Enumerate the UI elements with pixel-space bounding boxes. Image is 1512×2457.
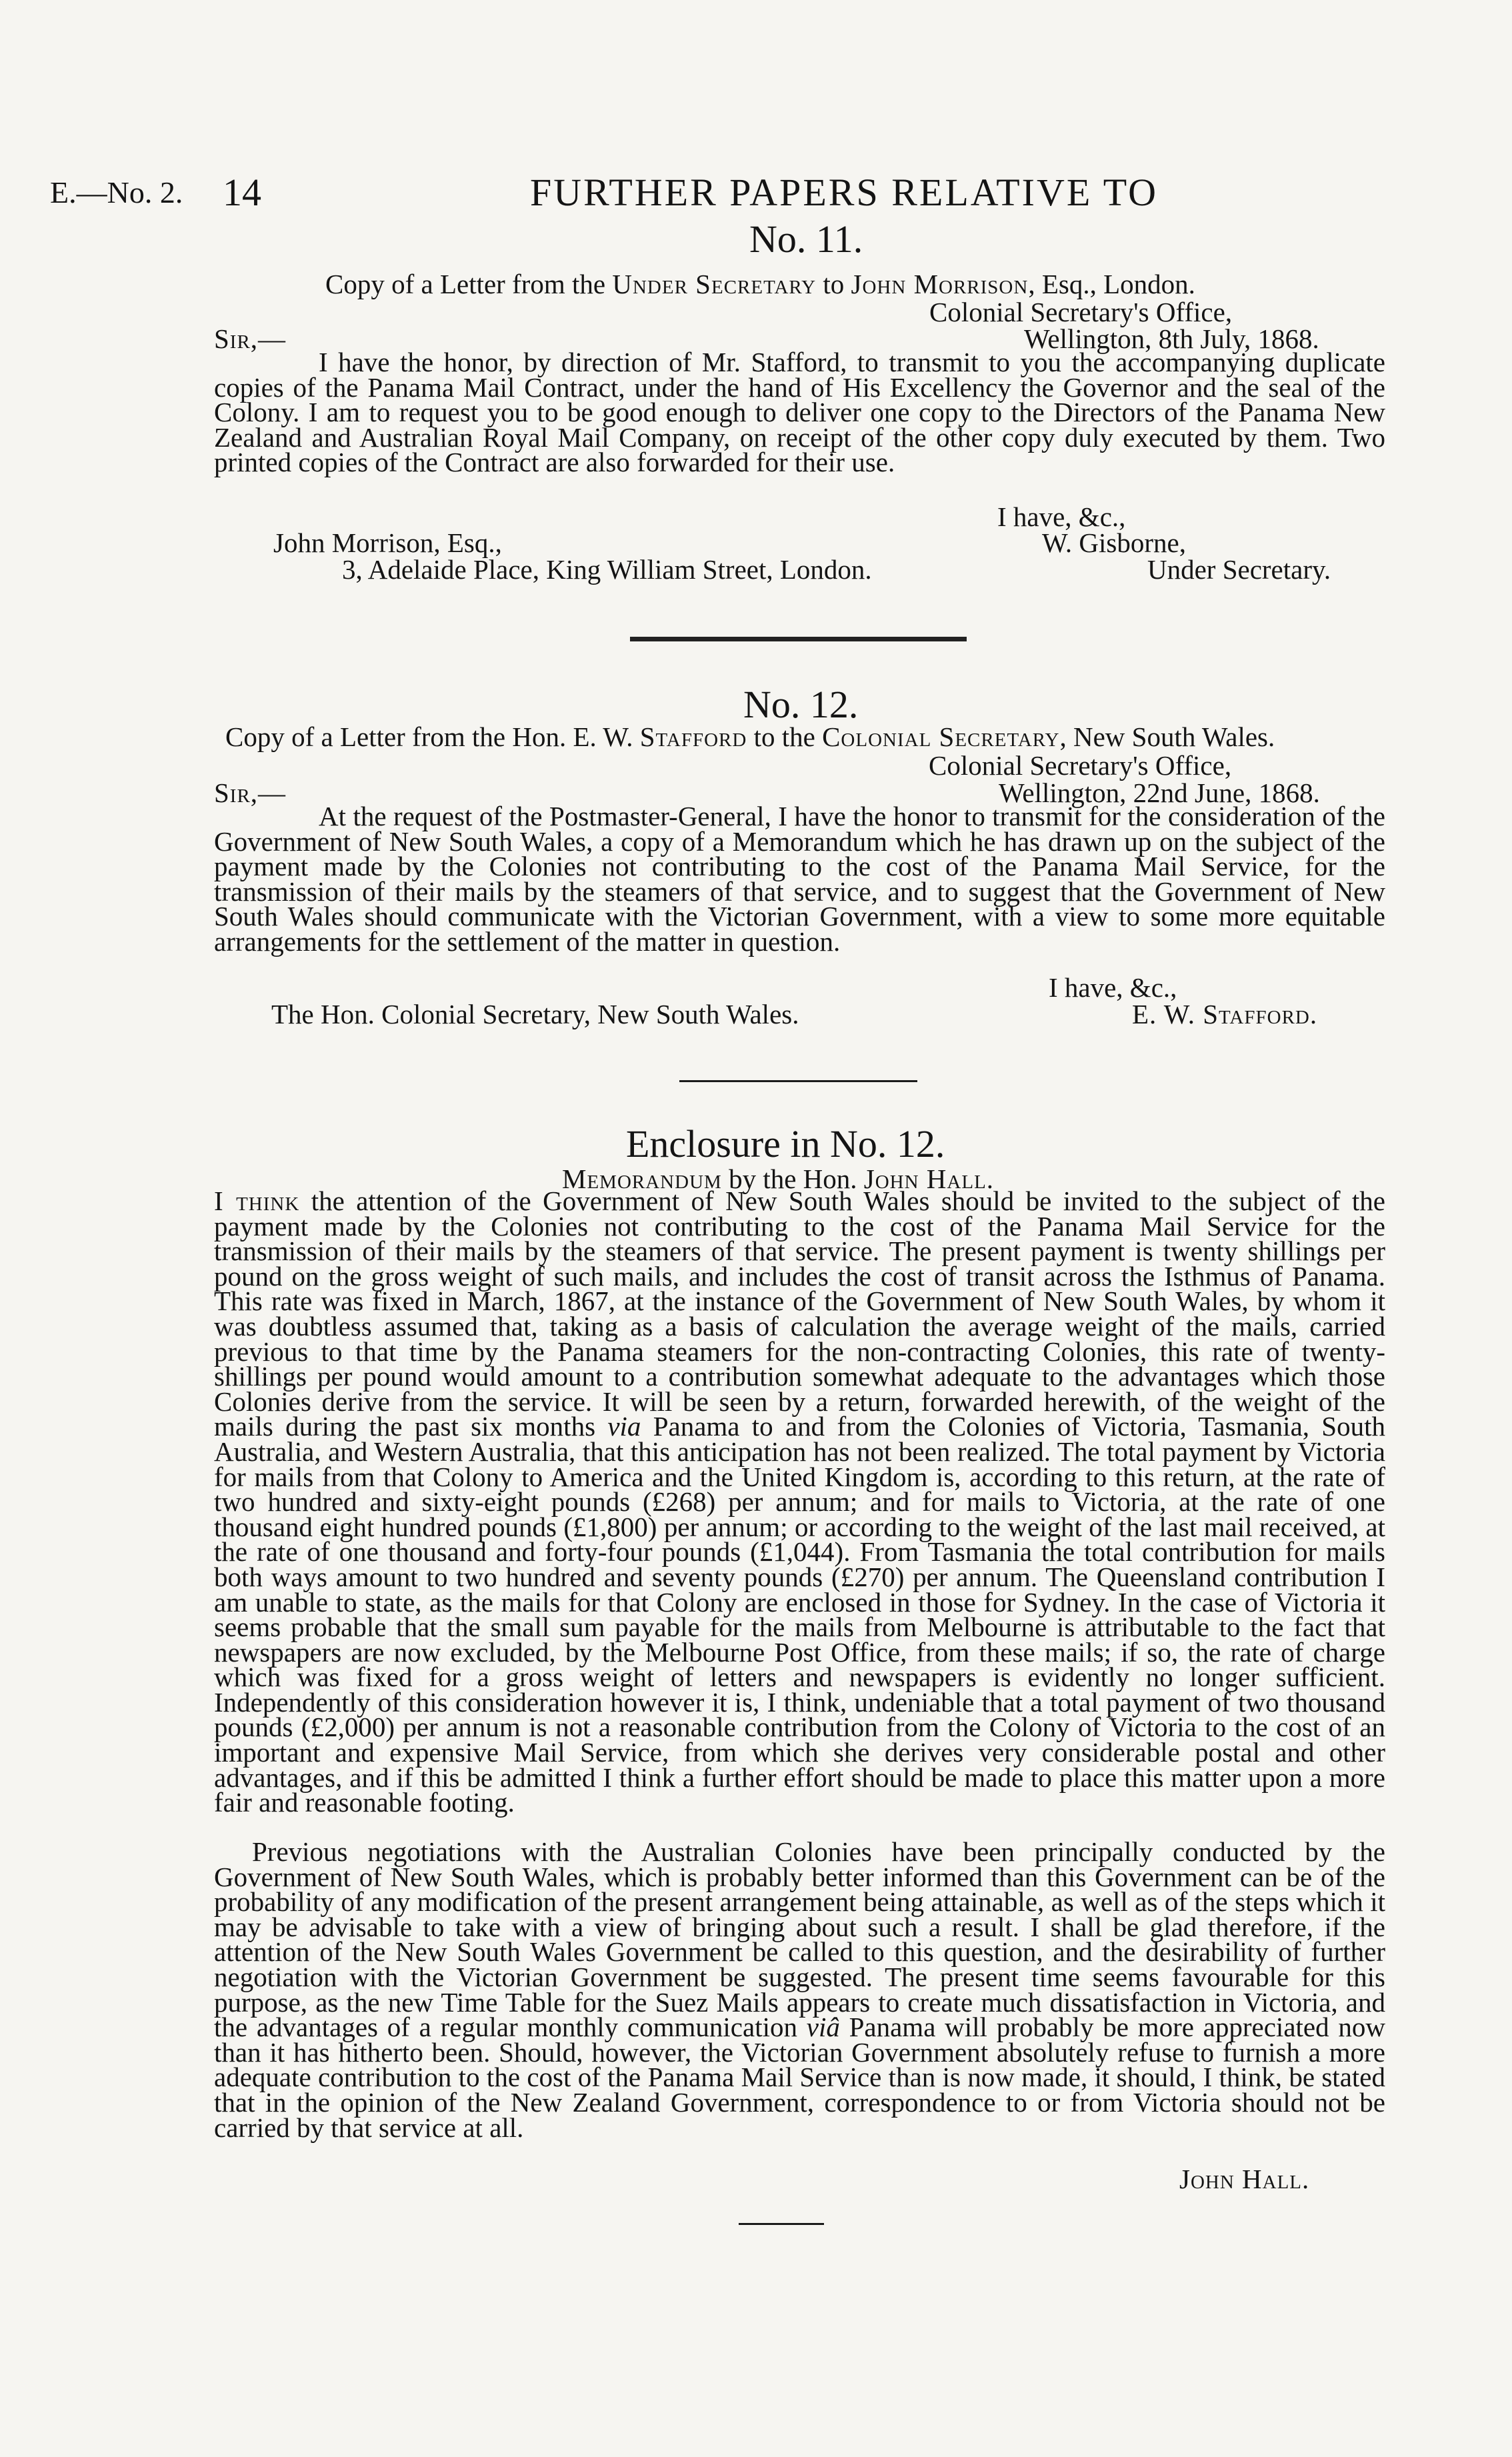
- letter-11-office: Colonial Secretary's Office,: [929, 297, 1233, 327]
- letter-12-closing: I have, &c.,: [1049, 972, 1177, 1003]
- section-divider: [679, 1080, 917, 1082]
- memorandum-signature: John Hall.: [1179, 2164, 1310, 2194]
- memorandum-paragraph-2: Previous negotiations with the Australian Colonies have been principally conducted by the Government of New South Wales, which is probably better informed than this Government can be of the probability of any modification of the present arrangement being attainable, as well as of the steps which it may be advisable to take with a view of bringing about such a result. I shall be glad therefore, if the attention of the New South Wales Government be called to this question, and the desirability of further negotiation with the Victorian Government be suggested. The present time seems favourable for this purpose, as the new Time Table for the Suez Mails appears to create much dissatisfaction in Victoria, and the advantages of a regular monthly communication viâ Panama will probably be more appreciated now than it has hitherto been. Should, however, the Victorian Government absolutely refuse to furnish a more adequate contribution to the cost of the Panama Mail Service than is now made, it should, I think, be stated that in the opinion of the New Zealand Government, correspondence to or from Victoria should not be carried by that service at all.: [214, 1836, 1385, 2143]
- letter-11-number: No. 11.: [749, 217, 863, 261]
- paper-reference: E.—No. 2.: [50, 175, 183, 209]
- page-number: 14: [223, 171, 261, 214]
- memorandum-heading: Memorandum by the Hon. John Hall.: [562, 1163, 994, 1194]
- letter-11-signature-title: Under Secretary.: [1147, 554, 1331, 585]
- letter-12-body: At the request of the Postmaster-General, I have the honor to transmit for the consideration of the Government of New South Wales, a copy of a Memorandum which he has drawn up on the subject of the payment made by the Colonies not contributing to the cost of the Panama Mail Service, for the transmission of their mails by the steamers of that service, and to suggest that the Government of New South Wales should communicate with the Victorian Government, with a view to some more equitable arrangements for the settlement of the matter in question.: [214, 801, 1385, 957]
- letter-11-address: 3, Adelaide Place, King William Street, London.: [342, 554, 872, 585]
- letter-12-number: No. 12.: [743, 683, 859, 726]
- letter-11-body: I have the honor, by direction of Mr. Stafford, to transmit to you the accompanying duplicate copies of the Panama Mail Contract, under the hand of His Excellency the Governor and the seal of the Colony. I am to request you to be good enough to deliver one copy to the Directors of the Panama New Zealand and Australian Royal Mail Company, on receipt of the other copy duly executed by them. Two printed copies of the Contract are also forwarded for their use.: [214, 347, 1385, 478]
- letter-12-salutation: Sir,—: [214, 777, 287, 808]
- section-divider: [630, 637, 967, 641]
- letter-12-addressee: The Hon. Colonial Secretary, New South Wales.: [271, 999, 799, 1029]
- letter-11-salutation: Sir,—: [214, 323, 287, 354]
- memorandum-paragraph-1: I think the attention of the Government of New South Wales should be invited to the subject of the payment made by the Colonies not contributing to the cost of the Panama Mail Service for the transmission of their mails by the steamers of that service. The present payment is twenty shillings per pound on the gross weight of such mails, and includes the cost of transit across the Isthmus of Panama. This rate was fixed in March, 1867, at the instance of the Government of New South Wales, by whom it was doubtless assumed that, taking as a basis of calculation the average weight of the mails, carried previous to that time by the Panama steamers for the non-contracting Colonies, this rate of twenty-shillings per pound would amount to a contribution somewhat adequate to the advantages which those Colonies derive from the service. It will be seen by a return, forwarded herewith, of the weight of the mails during the past six months via Panama to and from the Colonies of Victoria, Tasmania, South Australia, and Western Australia, that this anticipation has not been realized. The total payment by Victoria for mails from that Colony to America and the United Kingdom is, according to this return, at the rate of two hundred and sixty-eight pounds (£268) per annum; and for mails to Victoria, at the rate of one thousand eight hundred pounds (£1,800) per annum; or according to the weight of the last mail received, at the rate of one thousand and forty-four pounds (£1,044). From Tasmania the total contribution for mails both ways amount to two hundred and seventy pounds (£270) per annum. The Queensland contribution I am unable to state, as the mails for that Colony are enclosed in those for Sydney. In the case of Victoria it seems probable that the small sum payable for the mails from Melbourne is attributable to the fact that newspapers are now excluded, by the Melbourne Post Office, from these mails; if so, the rate of charge which was fixed for a gross weight of letters and newspapers is evidently no longer sufficient. Independently of this consideration however it is, I think, undeniable that a total payment of two thousand pounds (£2,000) per annum is not a reasonable contribution from the Colony of Victoria to the cost of an important and expensive Mail Service, from which she derives very considerable postal and other advantages, and if this be admitted I think a further effort should be made to place this matter upon a more fair and reasonable footing.: [214, 1185, 1386, 1818]
- letter-11-addressee: John Morrison, Esq.,: [273, 527, 502, 558]
- letter-11-closing: I have, &c.,: [997, 501, 1126, 532]
- letter-12-heading: Copy of a Letter from the Hon. E. W. Stafford to the Colonial Secretary, New South Wales.: [225, 721, 1275, 752]
- letter-12-signature: E. W. Stafford.: [1132, 999, 1318, 1029]
- enclosure-title: Enclosure in No. 12.: [626, 1122, 945, 1165]
- letter-11-place-date: Wellington, 8th July, 1868.: [1024, 323, 1319, 354]
- letter-12-place-date: Wellington, 22nd June, 1868.: [999, 777, 1320, 808]
- letter-12-office: Colonial Secretary's Office,: [929, 750, 1232, 781]
- running-title: FURTHER PAPERS RELATIVE TO: [530, 171, 1158, 214]
- letter-11-heading: Copy of a Letter from the Under Secretary to John Morrison, Esq., London.: [325, 269, 1195, 299]
- end-rule: [739, 2223, 824, 2225]
- letter-11-signature: W. Gisborne,: [1042, 527, 1186, 558]
